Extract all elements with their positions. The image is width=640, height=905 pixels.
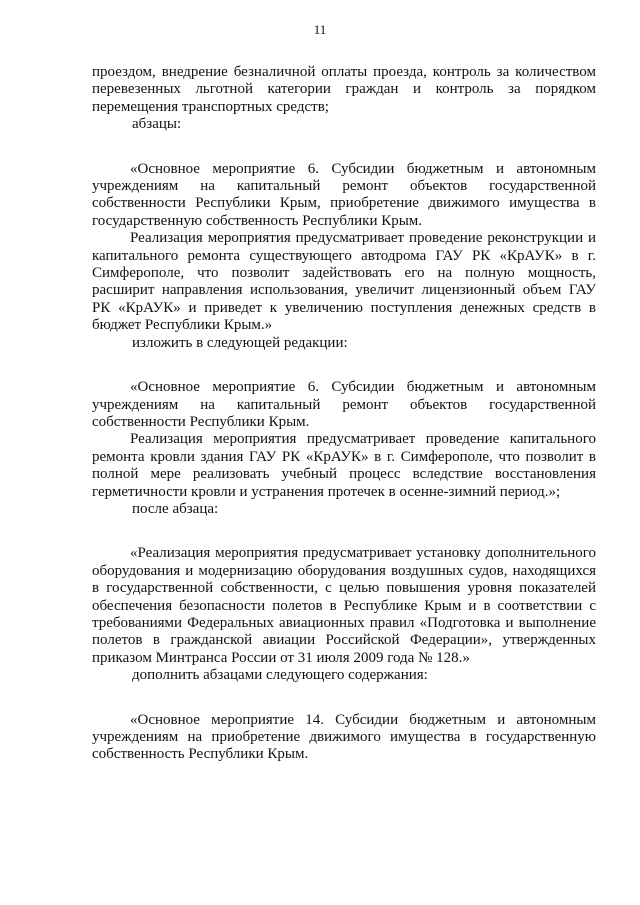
- paragraph-new-measure-6-title: «Основное мероприятие 6. Субсидии бюджетным и автономным учреждениям на капитальный ремонт объектов государственной собственности Республики Крым.: [92, 379, 596, 430]
- paragraph-old-measure-6-description: Реализация мероприятия предусматривает проведение реконструкции и капитального ремонта существующего автодрома ГАУ РК «КрАУК» в г. Симферополе, что позволит задействовать его на полную мощность, расширит направления использования, увеличит лицензионный объем ГАУ РК «КрАУК» и приведет к увеличению поступления денежных средств в бюджет Республики Крым.»: [92, 230, 596, 334]
- instruction-paragraphs: абзацы:: [132, 116, 182, 133]
- page-number: 11: [313, 22, 327, 37]
- document-body: [92, 64, 596, 764]
- instruction-new-wording: изложить в следующей редакции:: [132, 334, 348, 351]
- paragraph-measure-14-title: «Основное мероприятие 14. Субсидии бюджетным и автономным учреждениям на приобретение движимого имущества в государственную собственность Республики Крым.: [92, 711, 596, 763]
- paragraph-old-measure-6-title: «Основное мероприятие 6. Субсидии бюджетным и автономным учреждениям на капитальный ремонт объектов государственной собственности Республики Крым, приобретение движимого имущества в государственную собственность Республики Крым.: [92, 160, 596, 229]
- instruction-add-paragraphs: дополнить абзацами следующего содержания:: [132, 667, 428, 684]
- paragraph-intro-continuation: проездом, внедрение безналичной оплаты проезда, контроль за количеством перевезенных льготной категории граждан и контроль за порядком перемещения транспортных средств;: [92, 64, 596, 115]
- paragraph-new-measure-6-description: Реализация мероприятия предусматривает проведение капитального ремонта кровли здания ГАУ РК «КрАУК» в г. Симферополе, что позволит в полной мере реализовать учебный процесс вследствие восстановления герметичности кровли и устранения протечек в осенне-зимний период.»;: [92, 431, 596, 500]
- paragraph-aviation-equipment: «Реализация мероприятия предусматривает установку дополнительного оборудования и модернизацию оборудования воздушных судов, находящихся в государственной собственности, с целью повышения уровня показателей обеспечения безопасности полетов в Республике Крым и в соответствии с требованиями Федеральных авиационных правил «Подготовка и выполнение полетов в гражданской авиации Российской Федерации», утвержденных приказом Минтранса России от 31 июля 2009 года № 128.»: [92, 545, 596, 666]
- instruction-after-paragraph: после абзаца:: [132, 500, 219, 517]
